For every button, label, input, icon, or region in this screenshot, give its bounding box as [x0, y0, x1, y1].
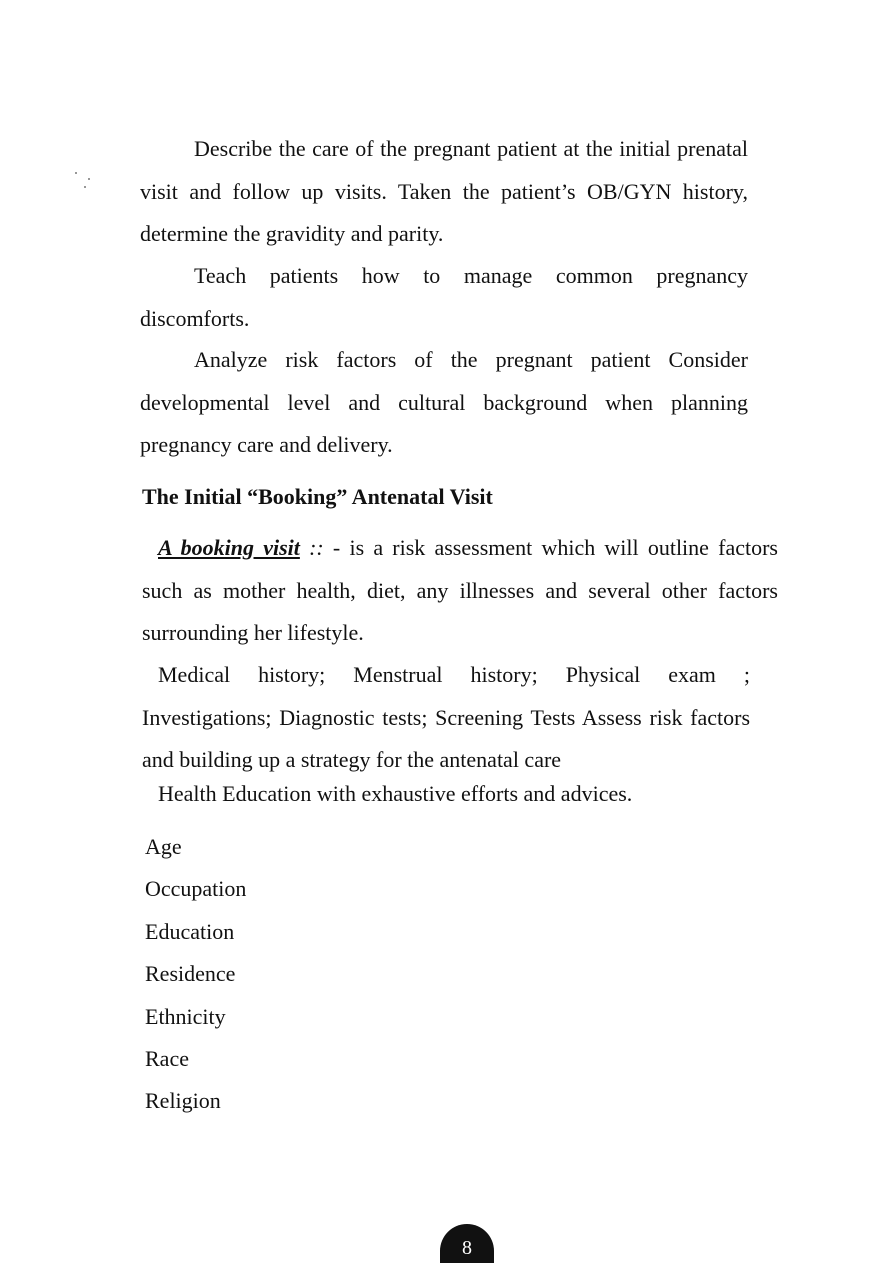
- objective-paragraph-1: Describe the care of the pregnant patient at the initial prenatal visit and follow up visits. Taken the patient’s OB/GYN history, determine the gravidity and parity.: [140, 136, 748, 246]
- health-education-line: Health Education with exhaustive efforts and advices.: [158, 781, 633, 806]
- list-item: Residence: [145, 961, 236, 987]
- objective-paragraph-2: Teach patients how to manage common pregnancy discomforts.: [140, 263, 748, 331]
- scan-speck: [75, 172, 77, 174]
- list-item: Occupation: [145, 876, 247, 902]
- booking-visit-text: is a risk assessment which will outline factors such as mother health, diet, any illnesses and several other factors surrounding her lifestyle.: [142, 535, 778, 645]
- list-item: Religion: [145, 1088, 221, 1114]
- booking-visit-term: A booking visit: [158, 535, 300, 560]
- scan-speck: [84, 186, 86, 188]
- scan-speck: [88, 178, 90, 180]
- page-number: 8: [462, 1237, 472, 1259]
- page-number-badge: [440, 1224, 494, 1263]
- list-item: Education: [145, 918, 235, 944]
- list-item: Age: [145, 834, 182, 859]
- assessment-components: Medical history; Menstrual history; Physical exam ; Investigations; Diagnostic tests; Screening Tests Assess risk factors and building up a strategy for the antenatal care: [142, 662, 750, 772]
- definition-separator: :: -: [299, 535, 350, 560]
- section-heading: The Initial “Booking” Antenatal Visit: [142, 484, 493, 509]
- list-item: Race: [145, 1045, 189, 1071]
- objective-paragraph-3: Analyze risk factors of the pregnant patient Consider developmental level and cultural background when planning pregnancy care and delivery.: [140, 347, 748, 457]
- booking-visit-definition: [142, 527, 778, 655]
- factor-list: [145, 826, 246, 1123]
- list-item: Ethnicity: [145, 1003, 226, 1029]
